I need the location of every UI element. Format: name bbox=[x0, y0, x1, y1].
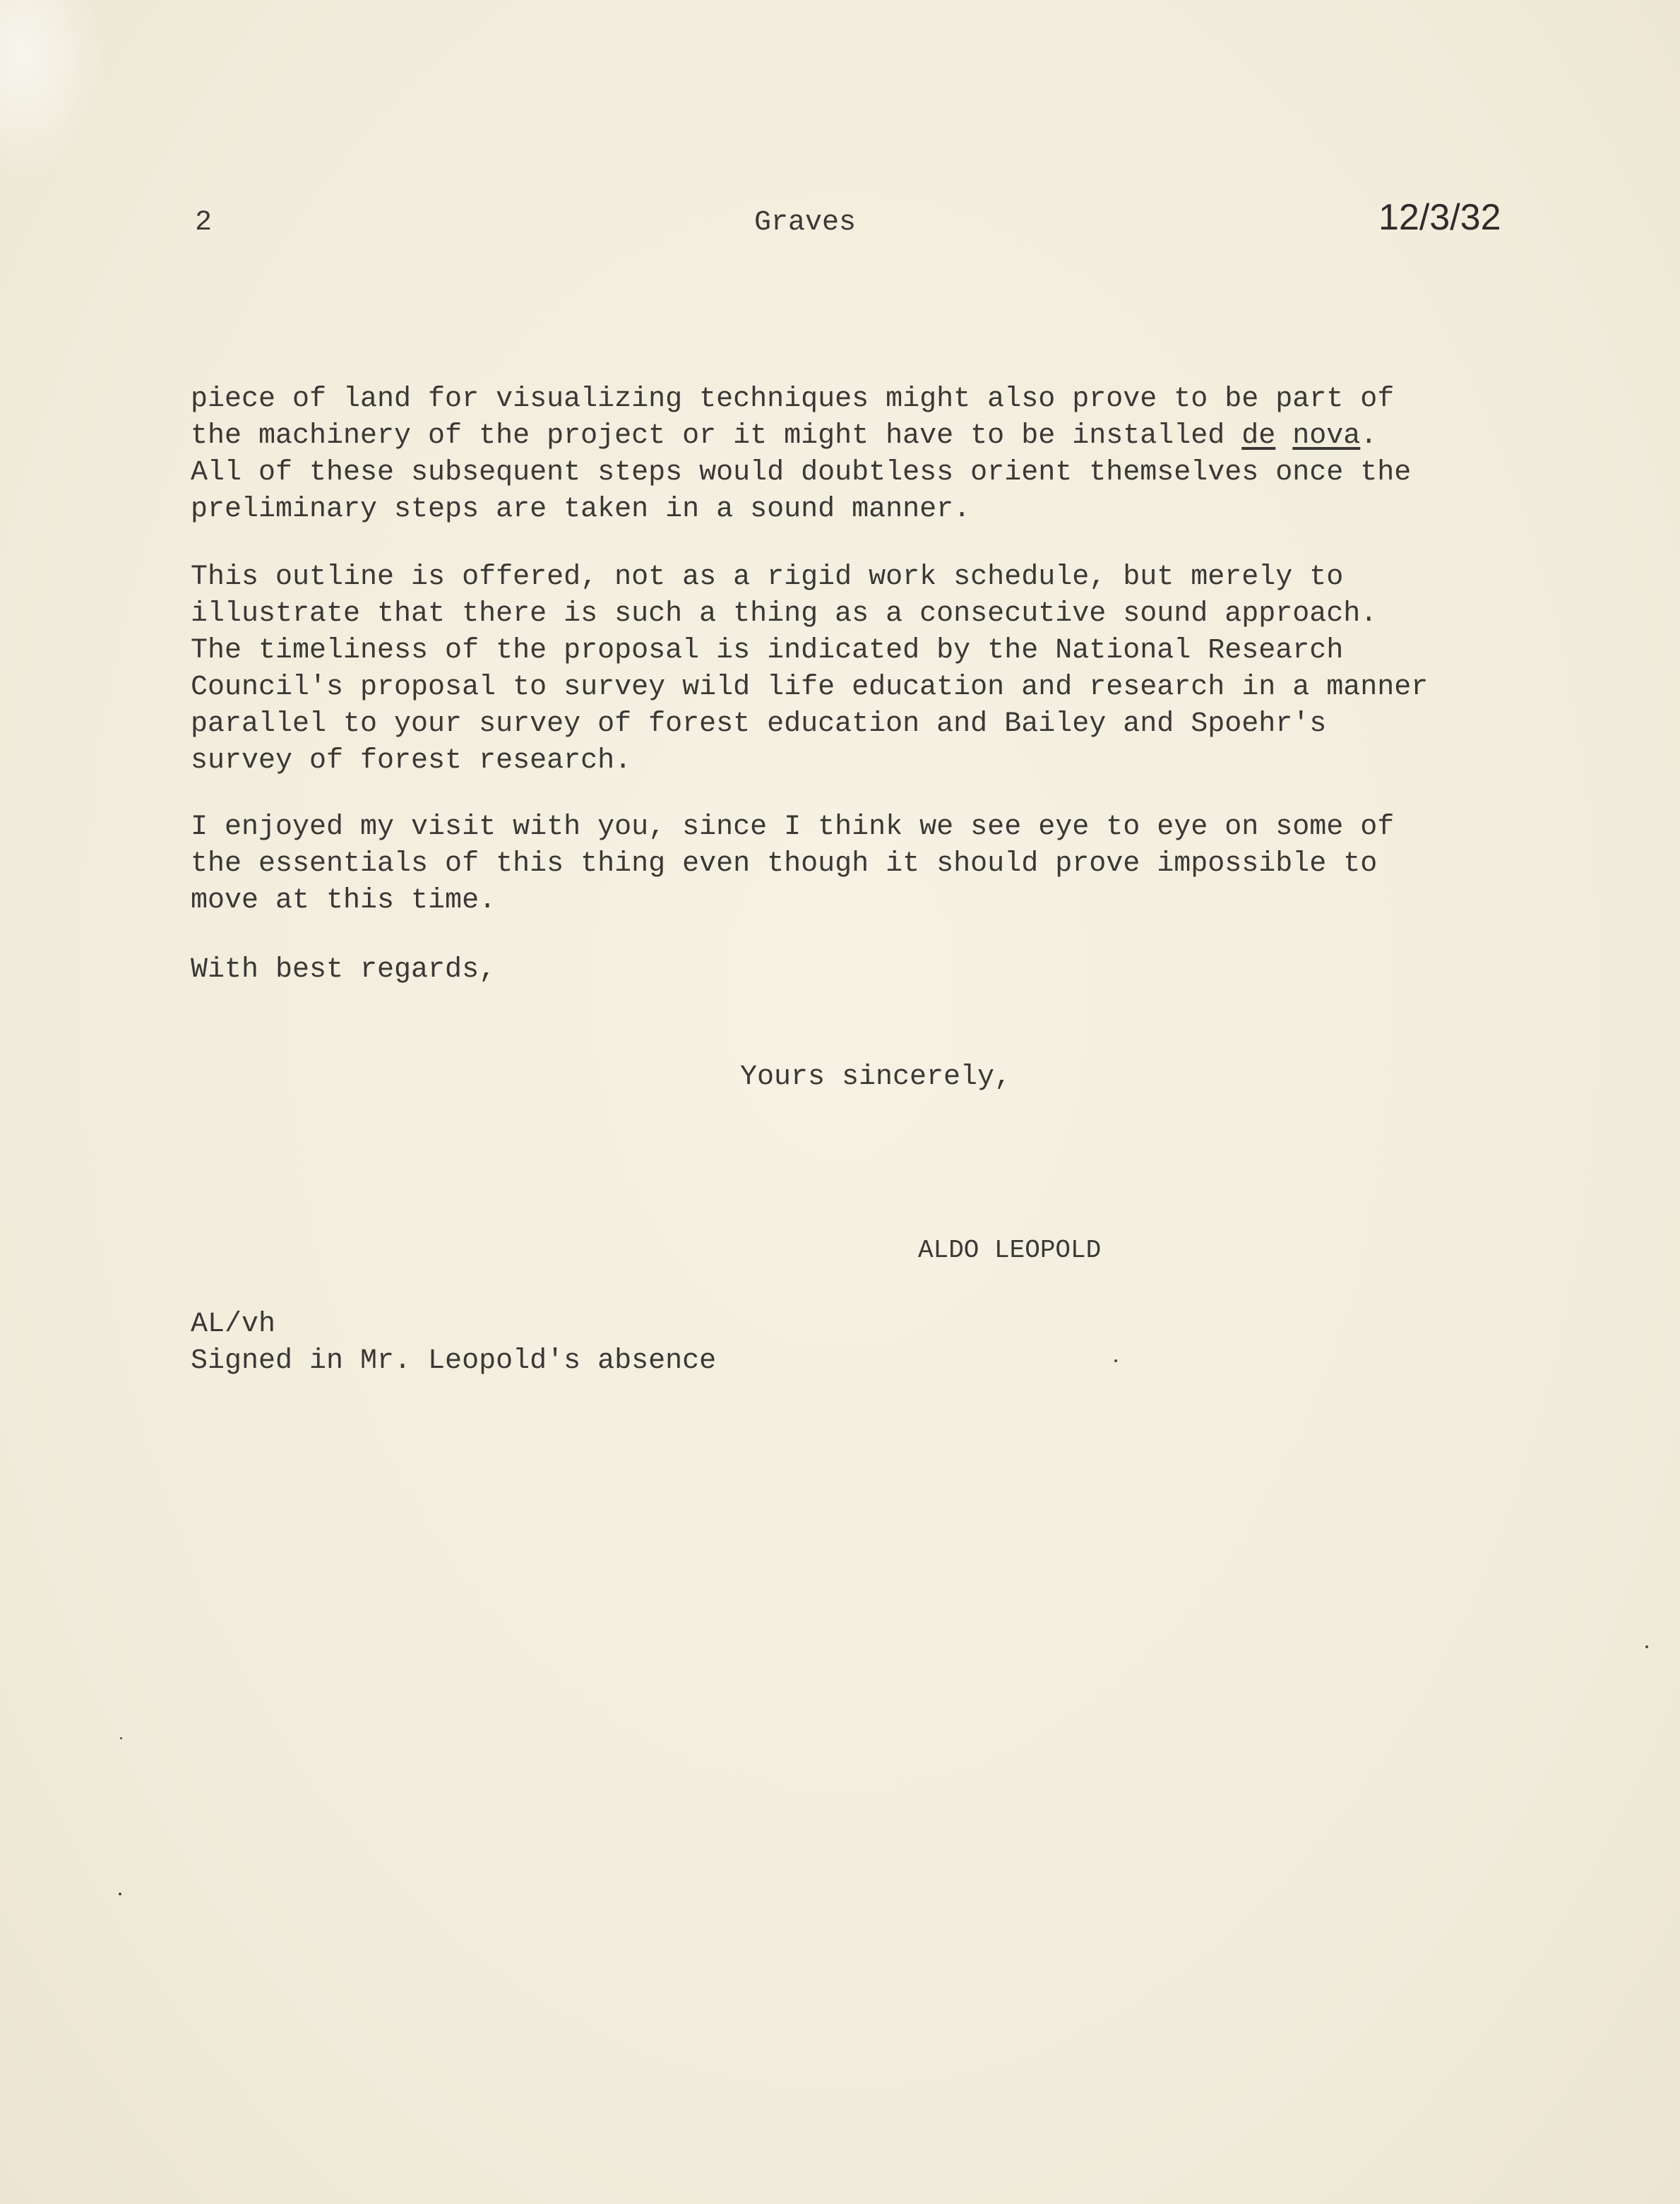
underlined-term: nova bbox=[1292, 420, 1361, 452]
text-line: I enjoyed my visit with you, since I think we see eye to eye on some of bbox=[191, 811, 1395, 843]
text-run: . bbox=[1360, 420, 1378, 452]
paper-speck bbox=[1114, 1359, 1117, 1362]
paragraph-1 bbox=[191, 381, 1518, 528]
regards-line bbox=[191, 952, 1518, 989]
underlined-term: de bbox=[1241, 420, 1276, 452]
text-line: Council's proposal to survey wild life education and research in a manner bbox=[191, 672, 1429, 703]
text-line: All of these subsequent steps would doubtless orient themselves once the bbox=[191, 457, 1412, 489]
paragraph-2 bbox=[191, 559, 1518, 780]
typist-initials-block bbox=[191, 1306, 716, 1380]
signer-name: ALDO LEOPOLD bbox=[918, 1236, 1102, 1265]
text-line: With best regards, bbox=[191, 954, 496, 986]
text-line: This outline is offered, not as a rigid work schedule, but merely to bbox=[191, 561, 1344, 593]
page-number: 2 bbox=[195, 207, 213, 239]
recipient-header: Graves bbox=[754, 207, 857, 239]
text-line: parallel to your survey of forest education and Bailey and Spoehr's bbox=[191, 708, 1327, 740]
text-line: move at this time. bbox=[191, 885, 496, 917]
text-line: piece of land for visualizing techniques might also prove to be part of bbox=[191, 383, 1395, 415]
text-line: preliminary steps are taken in a sound manner. bbox=[191, 494, 971, 525]
text-line bbox=[191, 418, 1518, 455]
text-run bbox=[1275, 420, 1292, 452]
closing-salutation: Yours sincerely, bbox=[740, 1061, 1012, 1093]
handwritten-date: 12/3/32 bbox=[1378, 197, 1501, 238]
text-line: the essentials of this thing even though it should prove impossible to bbox=[191, 848, 1378, 880]
absence-note: Signed in Mr. Leopold's absence bbox=[191, 1345, 717, 1377]
text-run: the machinery of the project or it might have to be installed bbox=[191, 420, 1242, 452]
paper-crease bbox=[0, 0, 106, 184]
paper-speck bbox=[120, 1737, 122, 1739]
text-line: survey of forest research. bbox=[191, 745, 632, 777]
paragraph-3 bbox=[191, 809, 1518, 919]
paper-speck bbox=[1645, 1645, 1648, 1648]
paper-speck bbox=[119, 1893, 121, 1895]
text-line: illustrate that there is such a thing as a consecutive sound approach. bbox=[191, 598, 1378, 630]
text-line: The timeliness of the proposal is indicated by the National Research bbox=[191, 635, 1344, 667]
initials: AL/vh bbox=[191, 1309, 276, 1340]
